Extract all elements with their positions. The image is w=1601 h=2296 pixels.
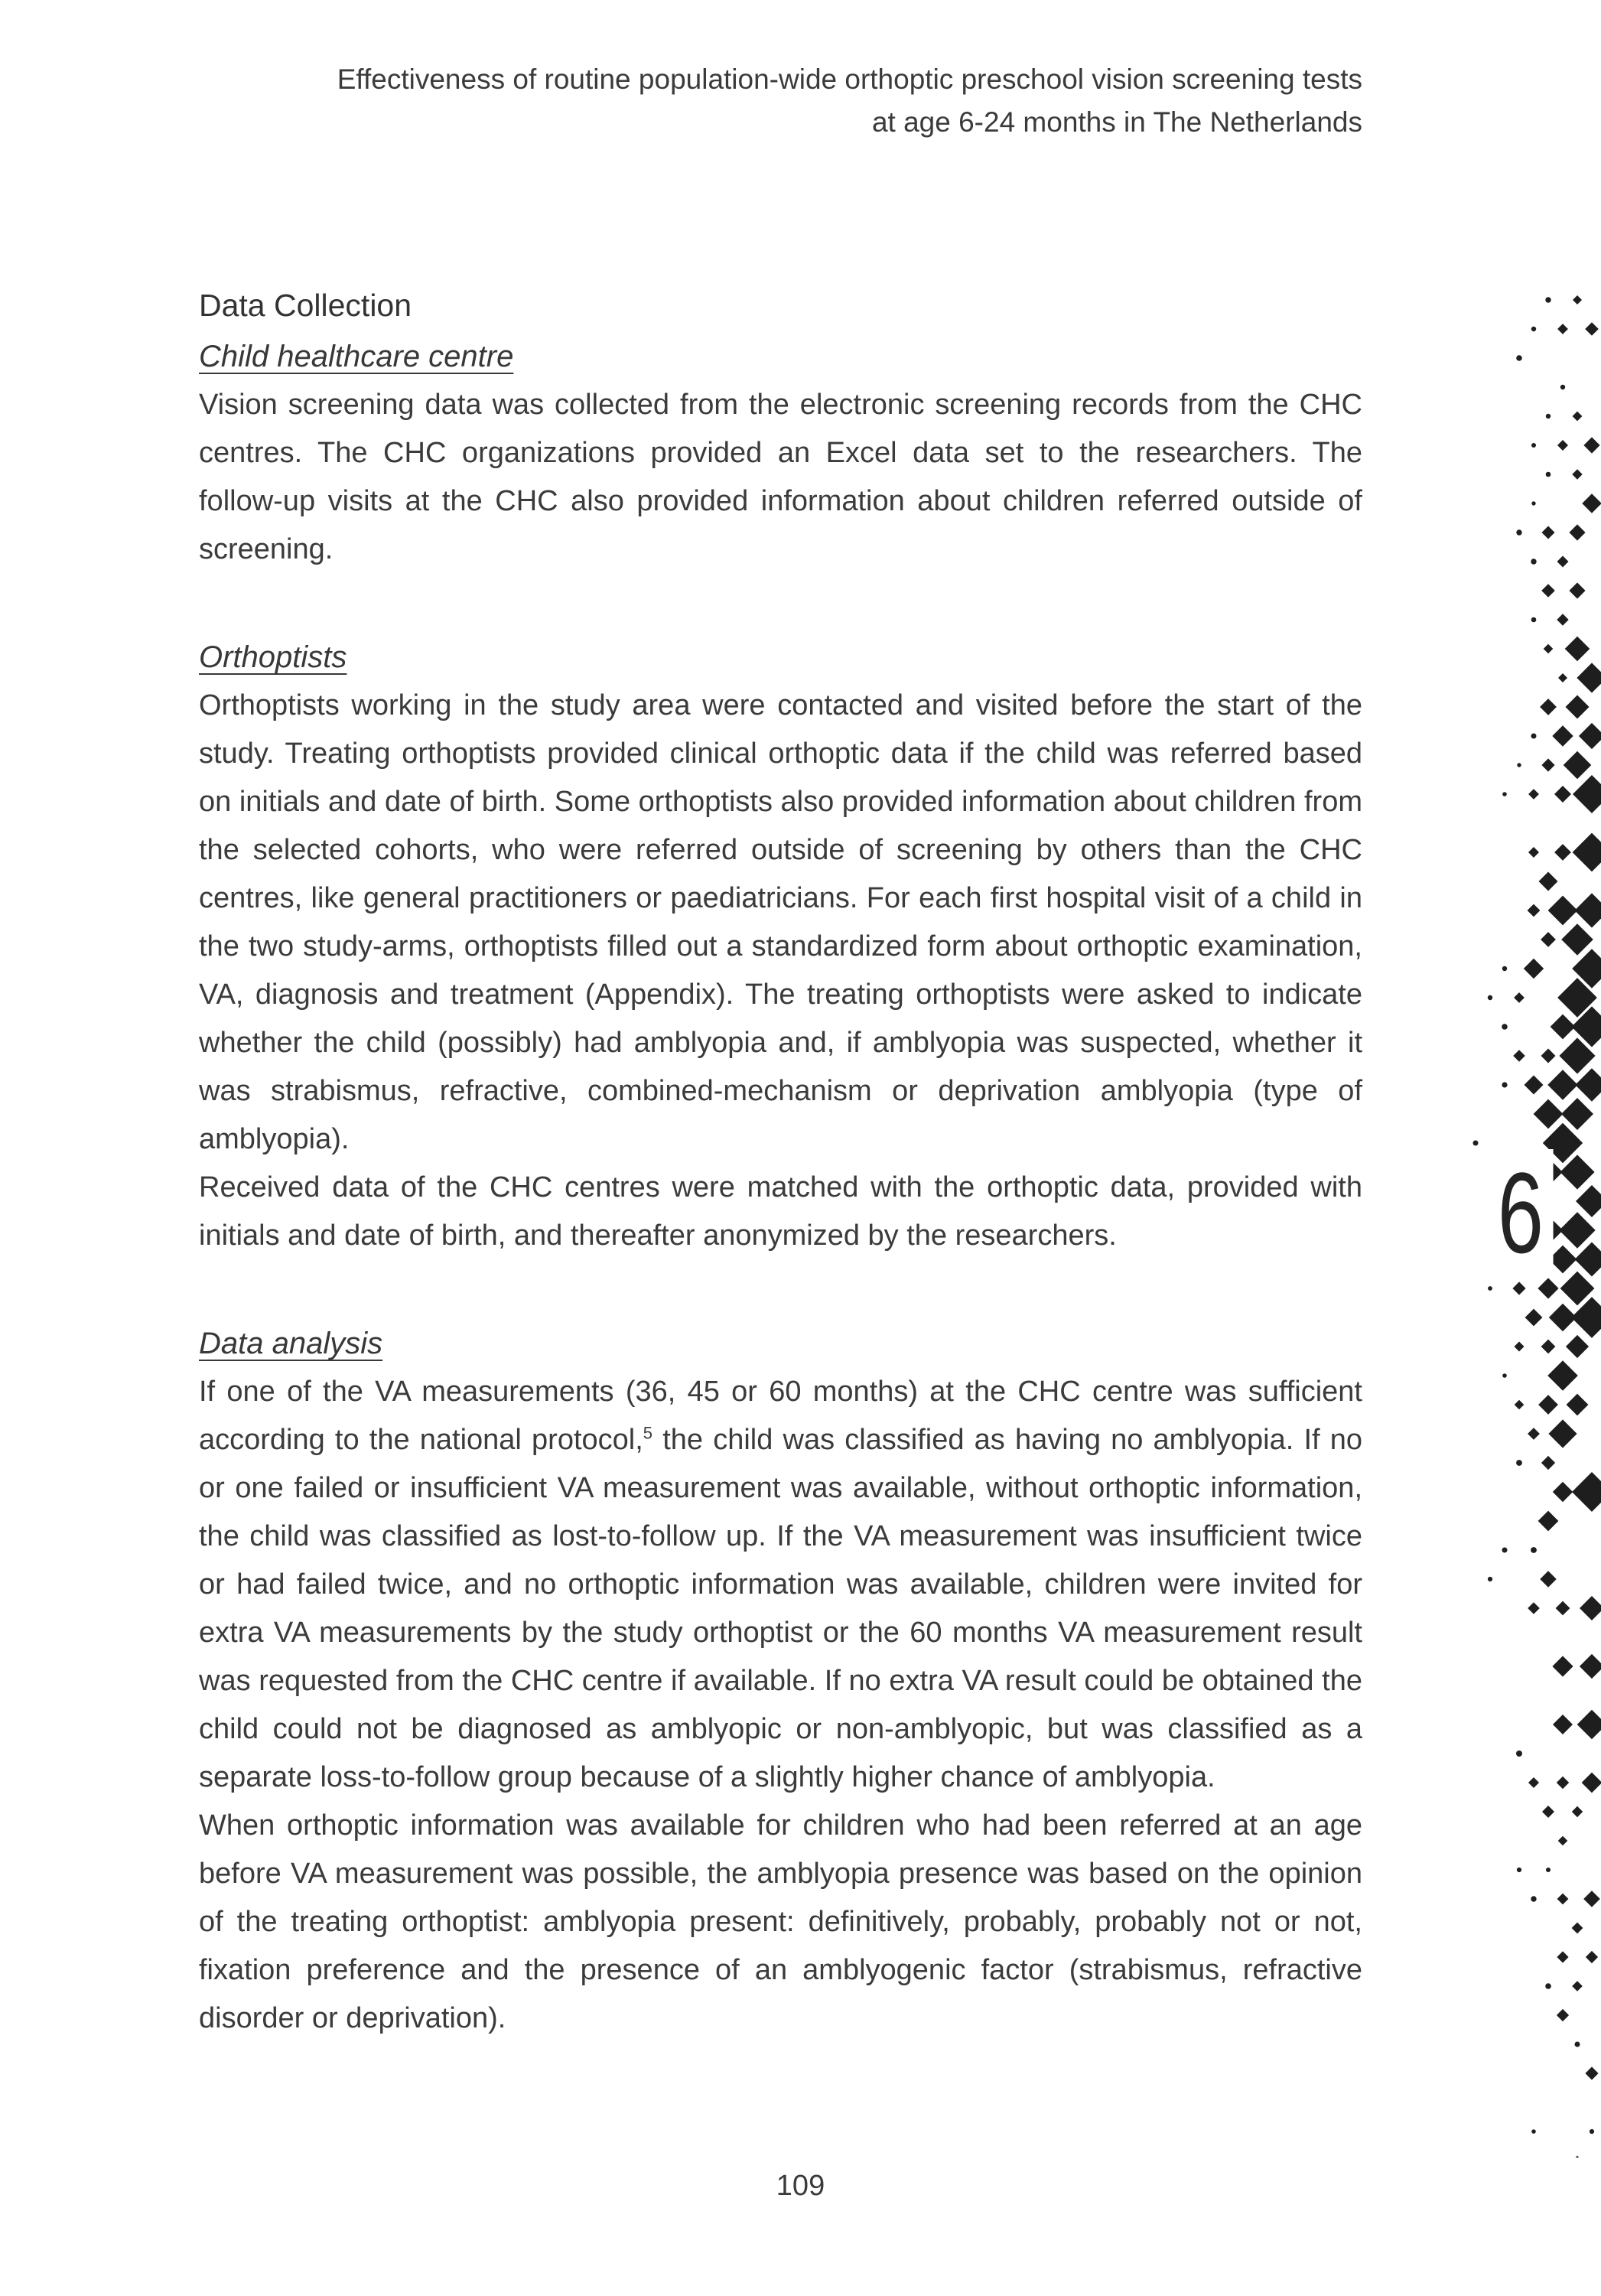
subsection-child-healthcare-centre: [199, 333, 1362, 574]
subsection-heading-orthoptists: Orthoptists: [199, 640, 347, 674]
subsection-heading-data-analysis: Data analysis: [199, 1327, 383, 1360]
paragraph-orthoptists-2: Received data of the CHC centres were matched with the orthoptic data, provided with initials and date of birth, and thereafter anonymized by the researchers.: [199, 1171, 1362, 1252]
page-number: 109: [776, 2170, 825, 2202]
page-header: [199, 58, 1362, 144]
reference-marker-5: 5: [643, 1423, 653, 1443]
page-footer: [0, 2170, 1601, 2203]
header-line-2: at age 6-24 months in The Netherlands: [871, 106, 1362, 138]
paragraph-data-analysis-1: [199, 1368, 1362, 1802]
subsection-data-analysis: [199, 1320, 1362, 2043]
paragraph-child-healthcare-centre: Vision screening data was collected from the electronic screening records from the CHC centres. The CHC organizations provided an Excel data set to the researchers. The follow-up visits at the CHC also provided information about children referred outside of screening.: [199, 389, 1362, 565]
subsection-heading-child-healthcare-centre: Child healthcare centre: [199, 340, 514, 373]
section-title: Data Collection: [199, 288, 412, 323]
paragraph-data-analysis-1-text-before-ref: If one of the VA measurements (36, 45 or 60 months) at the CHC centre was sufficient according to the national protocol,: [199, 1376, 1362, 1456]
paragraph-orthoptists-1: Orthoptists working in the study area were contacted and visited before the start of the study. Treating orthoptists provided clinical orthoptic data if the child was referred based on initials and date of birth. Some orthoptists also provided information about children from the selected cohorts, who were referred outside of screening by others than the CHC centres, like general practitioners or paediatricians. For each first hospital visit of a child in the two study-arms, orthoptists filled out a standardized form about orthoptic examination, VA, diagnosis and treatment (Appendix). The treating orthoptists were asked to indicate whether the child (possibly) had amblyopia and, if amblyopia was suspected, whether it was strabismus, refractive, combined-mechanism or deprivation amblyopia (type of amblyopia).: [199, 689, 1362, 1155]
header-line-1: Effectiveness of routine population-wide orthoptic preschool vision screening tests: [337, 64, 1362, 95]
paragraph-data-analysis-2: When orthoptic information was available for children who had been referred at an age before VA measurement was possible, the amblyopia presence was based on the opinion of the treating orthoptist: amblyopia present: definitively, probably, probably not or not, fixation preference and the presence of an amblyogenic factor (strabismus, refractive disorder or deprivation).: [199, 1809, 1362, 2034]
subsection-orthoptists: [199, 633, 1362, 1260]
main-content: [199, 282, 1362, 2043]
paragraph-data-analysis-1-text-after-ref: the child was classified as having no amblyopia. If no or one failed or insufficient VA measurement was available, without orthoptic information, the child was classified as lost-to-follow up. If the VA measurement was insufficient twice or had failed twice, and no orthoptic information was available, children were invited for extra VA measurements by the study orthoptist or the 60 months VA measurement result was requested from the CHC centre if available. If no extra VA result could be obtained the child could not be diagnosed as amblyopic or non-amblyopic, but was classified as a separate loss-to-follow group because of a slightly higher chance of amblyopia.: [199, 1424, 1362, 1793]
chapter-number-badge: 6: [1485, 1149, 1554, 1278]
